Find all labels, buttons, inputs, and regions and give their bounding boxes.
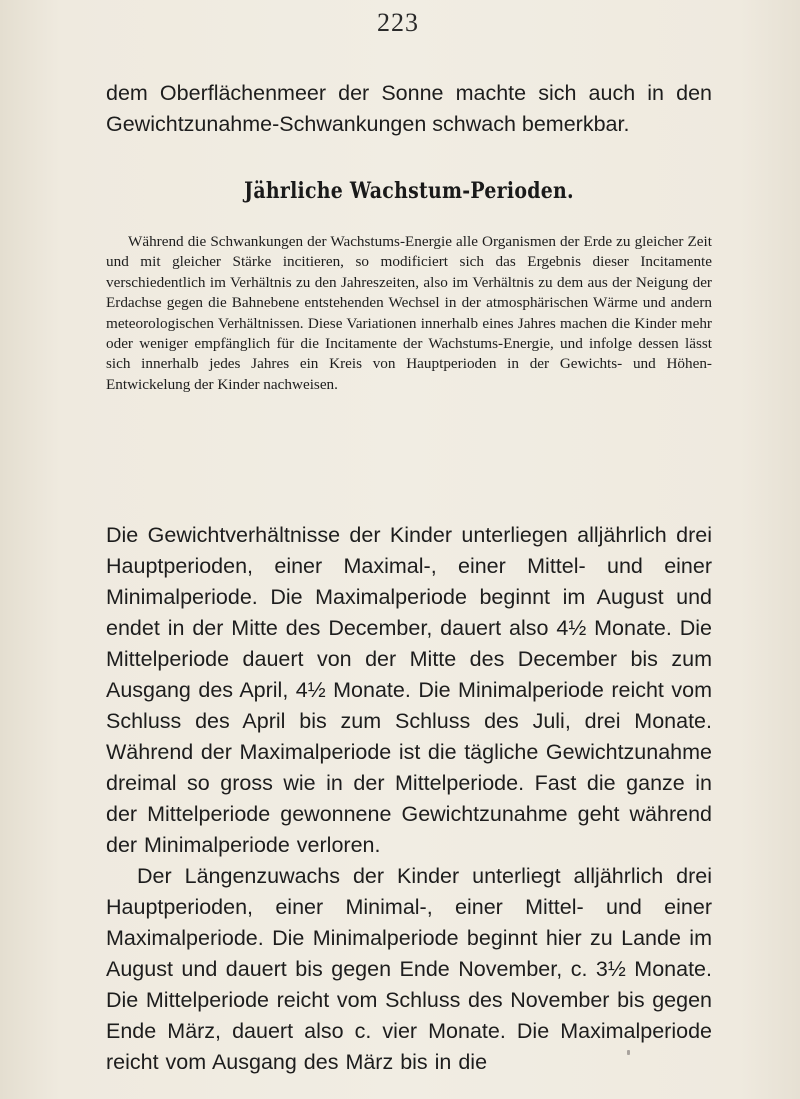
small-print-block	[106, 232, 712, 395]
main-text-block	[106, 520, 712, 1078]
section-heading: Jährliche Wachstum-Perioden.	[244, 178, 574, 204]
paper-speck	[627, 1050, 630, 1055]
intro-text-block	[106, 78, 712, 140]
weight-periods-paragraph: Die Gewichtverhältnisse der Kinder unterliegen alljährlich drei Hauptperioden, einer Maximal-, einer Mittel- und einer Minimalperiode. Die Maximalperiode beginnt im August und endet in der Mitte des December, dauert also 4½ Monate. Die Mittelperiode dauert von der Mitte des December bis zum Ausgang des April, 4½ Monate. Die Minimalperiode reicht vom Schluss des April bis zum Schluss des Juli, drei Monate. Während der Maximalperiode ist die tägliche Gewichtzunahme dreimal so gross wie in der Mittelperiode. Fast die ganze in der Mittelperiode gewonnene Gewichtzunahme geht während der Minimalperiode verloren.	[106, 523, 712, 857]
intro-paragraph: dem Oberflächenmeer der Sonne machte sich auch in den Gewichtzunahme-Schwankungen schwach bemerkbar.	[106, 81, 712, 136]
length-periods-paragraph: Der Längenzuwachs der Kinder unterliegt alljährlich drei Hauptperioden, einer Minimal-, einer Mittel- und einer Maximalperiode. Die Minimalperiode beginnt hier zu Lande im August und dauert bis gegen Ende November, c. 3½ Monate. Die Mittelperiode reicht vom Schluss des November bis gegen Ende März, dauert also c. vier Monate. Die Maximalperiode reicht vom Ausgang des März bis in die	[106, 864, 712, 1074]
small-print-paragraph: Während die Schwankungen der Wachstums-Energie alle Organismen der Erde zu gleicher Zeit und mit gleicher Stärke incitieren, so modificiert sich das Ergebnis dieser Incitamente verschiedentlich im Verhältnis zu den Jahreszeiten, also im Verhältnis zu dem aus der Neigung der Erdachse gegen die Bahnebene entstehenden Wechsel in der atmosphärischen Wärme und andern meteorologischen Verhältnissen. Diese Variationen innerhalb eines Jahres machen die Kinder mehr oder weniger empfänglich für die Incitamente der Wachstums-Energie, und infolge dessen lässt sich innerhalb jedes Jahres ein Kreis von Hauptperioden in der Gewichts- und Höhen-Entwickelung der Kinder nachweisen.	[106, 233, 712, 393]
page-number: 223	[377, 8, 419, 37]
